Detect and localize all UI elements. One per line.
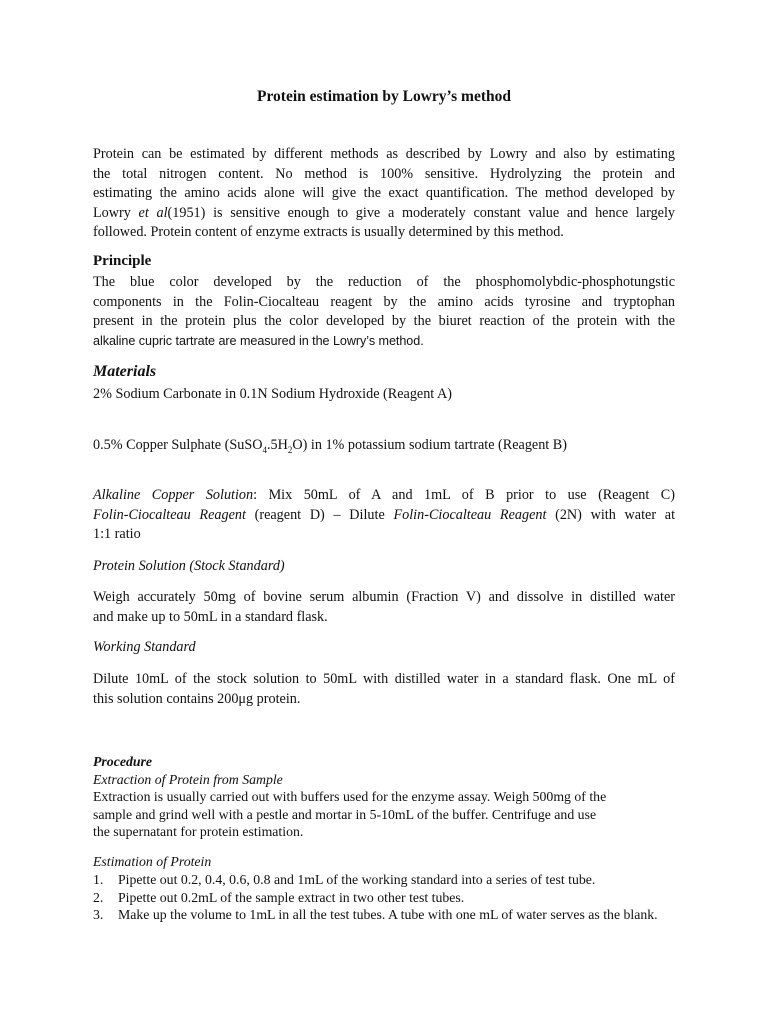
- step-text: Make up the volume to 1mL in all the test tubes. A tube with one mL of water serves as the blank.: [118, 907, 658, 922]
- principle-line: components in the Folin-Ciocalteau reagent by the amino acids tyrosine and tryptophan: [93, 293, 675, 310]
- intro-line: Protein can be estimated by different methods as described by Lowry and also by estimating: [93, 146, 675, 162]
- folin-text: (reagent D) – Dilute: [245, 506, 394, 523]
- extraction-line: the supernatant for protein estimation.: [93, 824, 304, 840]
- stock-standard-heading: Protein Solution (Stock Standard): [93, 558, 285, 574]
- intro-text: Lowry: [93, 204, 139, 221]
- subscript: 4: [262, 444, 267, 455]
- list-item: [93, 871, 595, 889]
- step-text: Pipette out 0.2, 0.4, 0.6, 0.8 and 1mL of the working standard into a series of test tube.: [118, 872, 596, 887]
- step-number: 2.: [93, 889, 104, 905]
- ratio-line: 1:1 ratio: [93, 526, 141, 542]
- et-al-text: et al: [138, 204, 168, 221]
- principle-line: The blue color developed by the reduction of the phosphomolybdic-phosphotungstic: [93, 274, 675, 290]
- procedure-heading: Procedure: [93, 754, 153, 769]
- stock-line: and make up to 50mL in a standard flask.: [93, 608, 328, 625]
- stock-paragraph: [93, 588, 675, 627]
- intro-line: estimating the amino acids alone will give the exact quantification. The method developed by: [93, 185, 675, 201]
- procedure-section: [93, 753, 743, 841]
- document-title: Protein estimation by Lowry’s method: [256, 88, 511, 105]
- working-paragraph: [93, 670, 675, 709]
- reagent-b-part: .5H: [266, 437, 288, 453]
- folin-label: Folin-Ciocalteau Reagent: [393, 506, 547, 523]
- working-standard-heading: Working Standard: [93, 639, 196, 655]
- alkaline-copper-label: Alkaline Copper Solution: [93, 487, 254, 503]
- intro-line: followed. Protein content of enzyme extracts is usually determined by this method.: [93, 224, 564, 240]
- step-number: 3.: [93, 907, 104, 922]
- principle-paragraph: [93, 273, 675, 351]
- intro-line: [93, 204, 675, 224]
- reagent-b-text: [93, 436, 567, 460]
- folin-line: [93, 506, 675, 526]
- intro-line: the total nitrogen content. No method is 100% sensitive. Hydrolyzing the protein and: [93, 165, 675, 182]
- extraction-heading: Extraction of Protein from Sample: [93, 771, 283, 787]
- folin-label: Folin-Ciocalteau Reagent: [93, 506, 246, 523]
- folin-text: (2N) with water at: [546, 506, 676, 523]
- reagent-b-part: 0.5% Copper Sulphate (SuSO: [93, 437, 263, 453]
- alkaline-copper-text: : Mix 50mL of A and 1mL of B prior to use (Reagent C): [253, 487, 675, 503]
- extraction-line: Extraction is usually carried out with buffers used for the enzyme assay. Weigh 500mg of the: [93, 789, 607, 805]
- working-line: this solution contains 200μg protein.: [93, 690, 301, 707]
- stock-line: Weigh accurately 50mg of bovine serum albumin (Fraction V) and dissolve in distilled water: [93, 589, 675, 605]
- estimation-section: [93, 853, 743, 871]
- materials-heading: Materials: [93, 363, 157, 380]
- reagent-b-part: O) in 1% potassium sodium tartrate (Reagent B): [292, 437, 567, 453]
- step-number: 1.: [93, 872, 104, 887]
- principle-line: present in the protein plus the color developed by the biuret reaction of the protein with the: [93, 313, 675, 329]
- intro-paragraph: [93, 145, 675, 243]
- list-item: [93, 889, 464, 907]
- alkaline-line: [93, 486, 675, 506]
- principle-line: alkaline cupric tartrate are measured in the Lowry’s method.: [93, 333, 424, 348]
- subscript: 2: [287, 444, 293, 455]
- working-line: Dilute 10mL of the stock solution to 50mL with distilled water in a standard flask. One mL of: [93, 671, 675, 687]
- extraction-line: sample and grind well with a pestle and mortar in 5-10mL of the buffer. Centrifuge and use: [93, 806, 597, 822]
- estimation-heading: Estimation of Protein: [93, 854, 212, 869]
- principle-heading: Principle: [93, 253, 152, 269]
- reagent-a-text: 2% Sodium Carbonate in 0.1N Sodium Hydroxide (Reagent A): [93, 386, 452, 402]
- step-text: Pipette out 0.2mL of the sample extract in two other test tubes.: [118, 889, 465, 905]
- alkaline-solution-paragraph: [93, 486, 675, 545]
- intro-text: (1951) is sensitive enough to give a moderately constant value and hence largely: [167, 204, 675, 221]
- list-item: [93, 906, 658, 924]
